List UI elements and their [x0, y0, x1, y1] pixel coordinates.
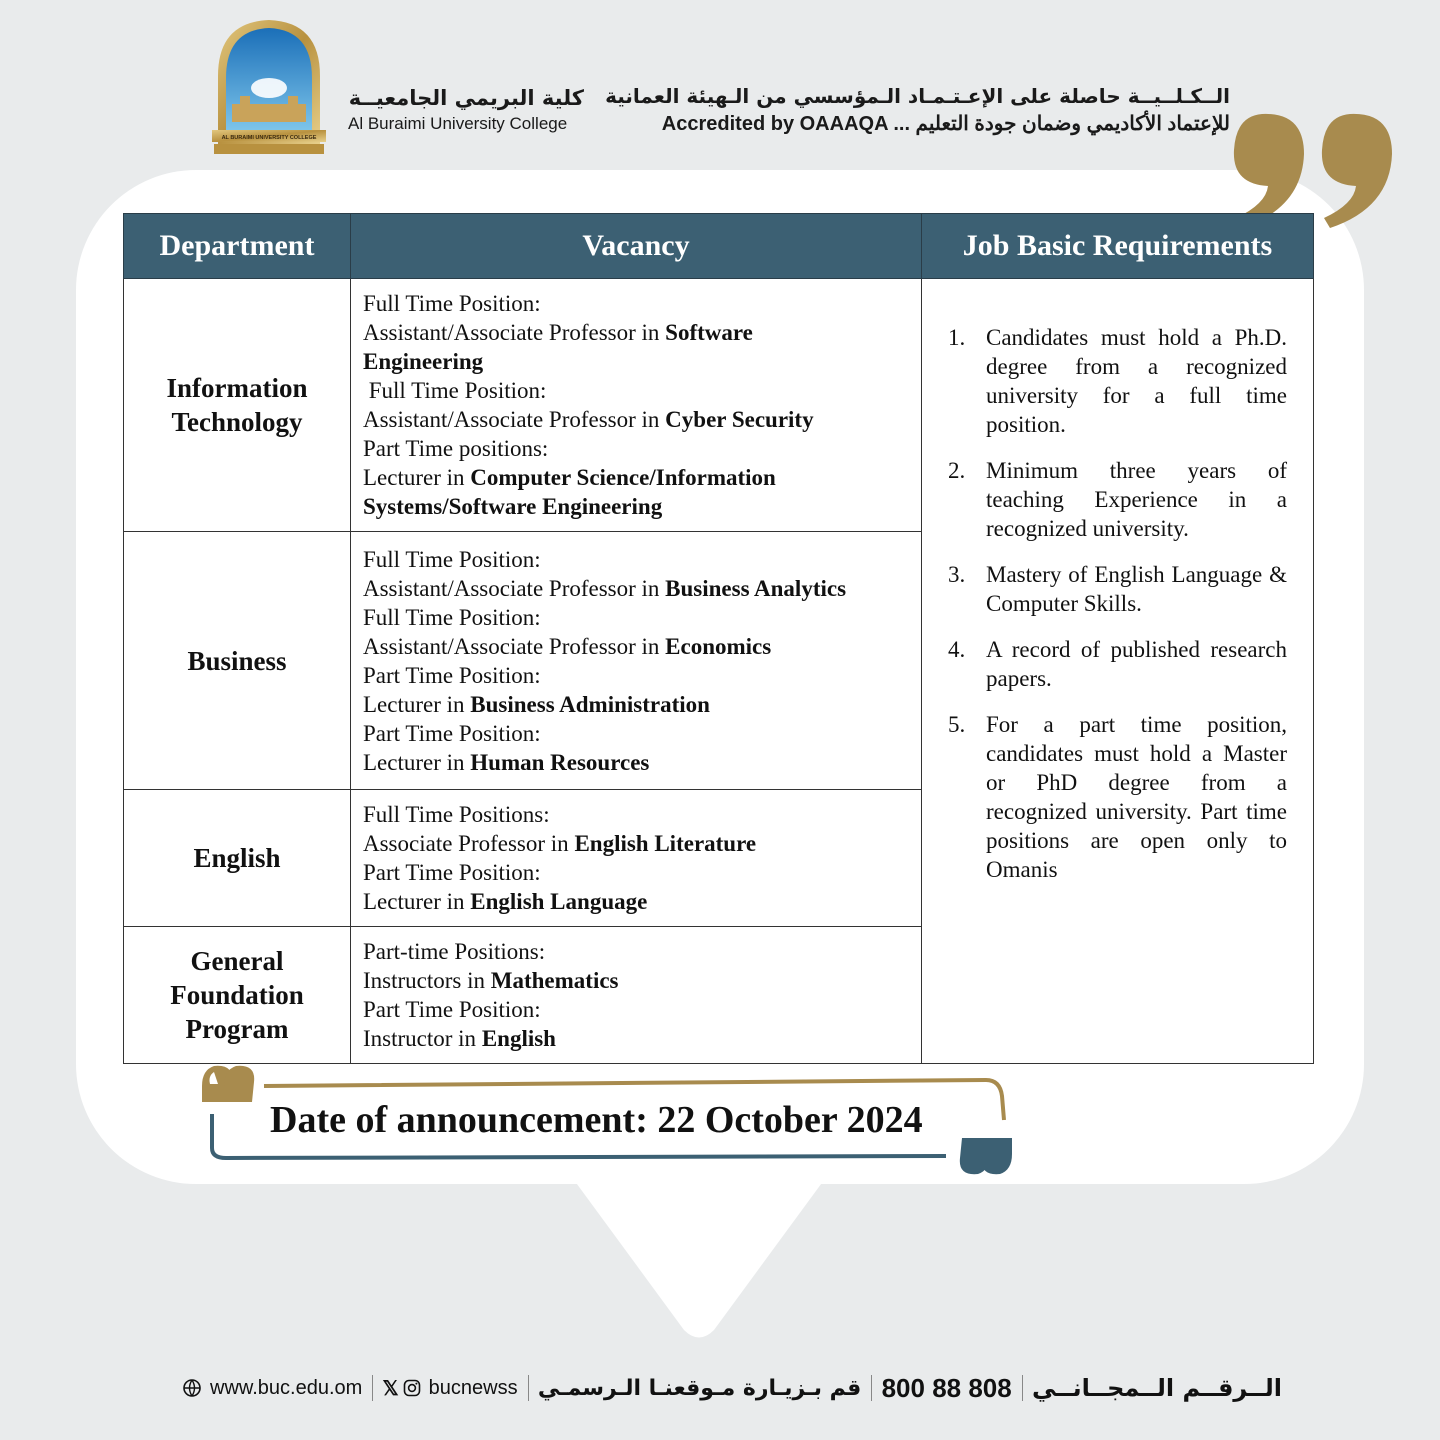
vacancy-line: Part Time Position: [363, 662, 541, 688]
free-number-label: الــرقــم الــمجــانــي [1031, 1374, 1283, 1402]
accreditation-line2 [596, 110, 1230, 138]
footer-bar [182, 1366, 1282, 1410]
website-link[interactable] [182, 1377, 362, 1400]
accreditation-english: Accredited by OAAAQA [661, 113, 888, 135]
vacancy-line: Full Time Position: [363, 604, 541, 630]
vacancy-line: Lecturer in Business Administration [363, 691, 710, 717]
social-handle-text: bucnewss [428, 1376, 518, 1399]
department-label: Technology [171, 407, 303, 437]
svg-text:AL BURAIMI UNIVERSITY COLLEGE: AL BURAIMI UNIVERSITY COLLEGE [221, 135, 317, 141]
vacancy-line: Part Time Position: [363, 720, 541, 746]
vacancy-line: Full Time Position: [363, 546, 541, 572]
requirements-cell [922, 279, 1314, 1064]
globe-icon [182, 1378, 202, 1398]
header-requirements: Job Basic Requirements [922, 214, 1314, 279]
vacancy-line: Systems/Software Engineering [363, 494, 663, 519]
vacancy-line: Assistant/Associate Professor in Business Analytics [363, 575, 847, 601]
department-label: General [190, 946, 284, 976]
list-item: 3. Mastery of English Language & Computer Skills. [948, 562, 1287, 616]
department-cell [124, 790, 351, 927]
vacancy-line: Lecturer in English Language [363, 889, 648, 914]
department-cell [124, 927, 351, 1064]
vacancy-line: Part Time Position: [363, 860, 541, 885]
vacancy-line: Instructor in English [363, 1026, 556, 1051]
vacancy-line: Full Time Position: [363, 378, 547, 403]
vacancy-line: Lecturer in Human Resources [363, 749, 650, 775]
department-label: Information [166, 373, 308, 403]
department-label: English [193, 843, 281, 873]
vacancy-line: Instructors in Mathematics [363, 968, 619, 993]
accreditation-arabic: الــكـلــيــة حاصلة على الإعـتـمـاد الـمؤسسي من الـهيئة العمانية [605, 84, 1230, 108]
list-item: 2. Minimum three years of teaching Experience in a recognized university. [948, 458, 1287, 541]
vacancy-line: Associate Professor in English Literature [363, 831, 757, 856]
vacancy-table [123, 213, 1314, 1064]
list-item: 5. For a part time position, candidates must hold a Master or PhD degree from a recognized university. Part time positions are open only to Omanis [948, 712, 1287, 882]
vacancy-line: Assistant/Associate Professor in Economics [363, 633, 772, 659]
website-text: www.buc.edu.om [210, 1376, 363, 1399]
vacancy-line: Lecturer in Computer Science/Information [363, 465, 776, 490]
department-cell [124, 279, 351, 532]
college-name-english: Al Buraimi University College [348, 114, 568, 133]
instagram-icon [403, 1379, 421, 1397]
vacancy-cell [351, 790, 922, 927]
vacancy-line: Assistant/Associate Professor in Software [363, 320, 753, 345]
vacancy-cell [351, 927, 922, 1064]
vacancy-line: Part Time Position: [363, 997, 541, 1022]
list-item: 1. Candidates must hold a Ph.D. degree from a recognized university for a full time position. [948, 325, 1287, 437]
table-header-row [124, 214, 1314, 279]
toll-free-number[interactable]: 800 88 808 [881, 1372, 1012, 1403]
visit-website-text: قم بـزيـارة مـوقعنـا الـرسمـي [537, 1375, 862, 1401]
college-logo [212, 16, 326, 156]
department-cell [124, 532, 351, 790]
accreditation [596, 82, 1230, 138]
vacancy-line: Part-time Positions: [363, 939, 546, 964]
x-icon: 𝕏 [382, 1377, 399, 1400]
vacancy-cell [351, 279, 922, 532]
college-name-arabic: كلية البريمي الجامعيــة [348, 86, 584, 110]
list-item: 4. A record of published research papers. [948, 637, 1287, 691]
vacancy-line: Assistant/Associate Professor in Cyber Security [363, 407, 814, 432]
table-row [124, 279, 1314, 532]
department-label: Foundation [170, 980, 304, 1010]
requirements-list [948, 323, 1287, 884]
announcement-date: Date of announcement: 22 October 2024 [270, 1099, 923, 1141]
vacancy-cell [351, 532, 922, 790]
vacancy-line: Full Time Positions: [363, 802, 550, 827]
header-department: Department [124, 214, 351, 279]
vacancy-line: Part Time positions: [363, 436, 549, 461]
college-name [348, 84, 584, 136]
vacancy-line: Engineering [363, 349, 484, 374]
department-label: Business [187, 645, 287, 676]
header-vacancy: Vacancy [351, 214, 922, 279]
speech-bubble-tail [574, 1180, 824, 1340]
accreditation-arabic-2: للإعتماد الأكاديمي وضمان جودة التعليم ... [893, 113, 1230, 135]
social-handle[interactable] [383, 1376, 518, 1401]
department-label: Program [185, 1014, 289, 1044]
vacancy-line: Full Time Position: [363, 291, 541, 316]
